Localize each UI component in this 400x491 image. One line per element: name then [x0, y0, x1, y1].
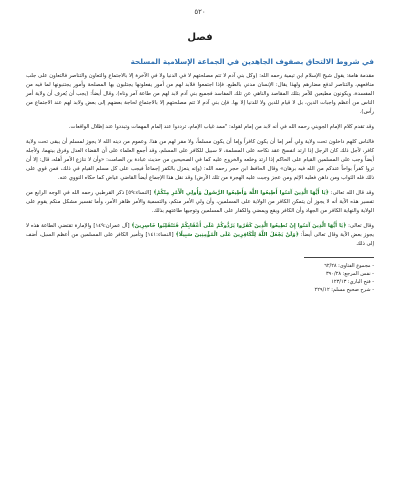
- paragraph-text: وقد قال الله تعالى:: [328, 190, 374, 196]
- body-text: [26, 72, 374, 249]
- paragraph-text: [آل عمران:١٤٩] والإمارة تقتضي الطاعة هذه لا يجوز بعض الآية وقال تعالى أيضاً:: [26, 223, 374, 238]
- footnote: - مجموع الفتاوى: ٦٢/٢٨: [324, 263, 374, 269]
- quran-verse: ﴿يَا أَيُّهَا الَّذِينَ آمَنُوا إِنْ تُطِيعُوا الَّذِينَ كَفَرُوا يَرُدُّوكُمْ عَلَى أَعْقَابِكُمْ فَتَنْقَلِبُوا خَاسِرِينَ﴾: [131, 223, 347, 229]
- paragraph-text: وقد تقدم كلام الإمام الجويني رحمه الله في أنه لابد من إمام لقوله: "ممد غياب الإمام، ترددوا عند إلمام المهمات وتبددوا عند إظلال الواقعات.: [68, 124, 374, 130]
- paragraph: [26, 138, 374, 183]
- footnote: - نفس المرجع: ٣٩٠/٢٨: [326, 271, 374, 277]
- footnote: - فتح الباري: ١٢٣/١٣: [331, 279, 374, 285]
- section-title: في شروط الالتحاق بصفوف الجاهدين في الجماعة الإسلامية المسلحة: [130, 57, 374, 66]
- paragraph: [26, 222, 374, 249]
- footnotes-list: [26, 262, 374, 294]
- paragraph-text: فالناس كلهم داخلون تحت ولاية ولي أمر إما أن يكون كافراً وإما أن يكون مسلماً، ولا مفر لهم من هذا. وعموم من دينه الله لا يجوز لمسلم أن يبقى تحت ولاية كافر، لأجل ذلك كان الرجل إذا ارتد انفسخ عقد نكاحه على المسلمة، لا سبيل للكافر على المسلم، وقد أجمع العلماء على أن القضاء العدل وفرق بينهما، ولأجله أيضاً وجب على المسلمين القيام على الحاكم إذا ارتد وخلعه والخروج عليه كما في الصحيحين من حديث عبادة بن الصامت: «وأن لا ننازع الأمر أهله، قال: إلا أن تروا كفراً بواحاً عندكم من الله فيه برهان» وقال الحافظ ابن حجر رحمه الله: (وإنه ينعزل بالكفر إجماعاً فيجب على كل مسلم القيام في ذلك، فمن قوي على ذلك فله الثواب ومن داهن فعليه الإثم ومن عجز وجبت عليه الهجرة من تلك الأرض) وقد نقل هذا الإجماع أيضاً القاضي عياض كما حكاه النووي عنه.: [26, 139, 374, 181]
- footnote-separator: [304, 257, 374, 258]
- page-number: ٥٢٠: [194, 8, 206, 16]
- paragraph-text: [النساء:١٤١] وتأمير الكافر على المسلمين من أعظم السبل، أضف إلى ذلك: [26, 232, 374, 247]
- footnote: - شرح صحيح مسلم: ٢٢٩/١٢: [314, 287, 374, 293]
- quran-verse: ﴿وَلَنْ يَجْعَلَ اللَّهُ لِلْكَافِرِينَ عَلَى الْمُؤْمِنِينَ سَبِيلًا﴾: [175, 232, 299, 238]
- paragraph: [26, 189, 374, 216]
- paragraph-text: مقدمة هامة: يقول شيخ الإسلام ابن تيمية رحمه الله: (وكل بني آدم لا تتم مصلحتهم لا في الدنيا ولا في الآخرة إلا بالاجتماع والتعاون والتناصر فالتعاون على جلب منافعهم، والتناصر لدفع مضارهم ولهذا يقال: الإنسان مدني بالطبع. فإذا اجتمعوا فلابد لهم من أمور يفعلونها يجتلبون بها المصلحة وأمور يجتنبونها لما فيه من المفسدة، ويكونون مطيعين للآمر بتلك المقاصد والناهي عن تلك المفاسد فجميع بني آدم لابد لهم من طاعة آمر وناه). وقال أيضاً: (يجب أن يُعرف أن ولاية أمر الناس من أعظم واجبات الدين، بل لا قيام للدين ولا للدنيا إلا بها. فإن بني آدم لا تتم مصلحتهم إلا بالاجتماع لحاجة بعضهم إلى بعض ولابد لهم عند الاجتماع من رأس).: [26, 73, 374, 115]
- chapter-title: فصل: [187, 32, 213, 43]
- paragraph-text: [النساء:٥٩] ذكر القرطبي رحمه الله في الوجه الرابع من تفسير هذه الآية أنه لا يجوز أن يتمكن الكافر من الولاية على المسلمين، وأن ولي الأمر منكم، والتسمية والأمر ظاهر الأمر، وأما تفسير مشكل منكم يقوم على الولاية والنهاية الكافر من الجهاد وأن الكافر ويقع ويمضي والكفار على المسلمين وتوجيها طاعتهم بذلك.: [26, 190, 374, 214]
- quran-verse: ﴿يَا أَيُّهَا الَّذِينَ آمَنُوا أَطِيعُوا اللَّهَ وَأَطِيعُوا الرَّسُولَ وَأُولِي الْأَمْرِ مِنْكُمْ﴾: [153, 190, 329, 196]
- paragraph-text: وقال تعالى:: [346, 223, 374, 229]
- paragraph: [26, 123, 374, 132]
- paragraph: [26, 72, 374, 117]
